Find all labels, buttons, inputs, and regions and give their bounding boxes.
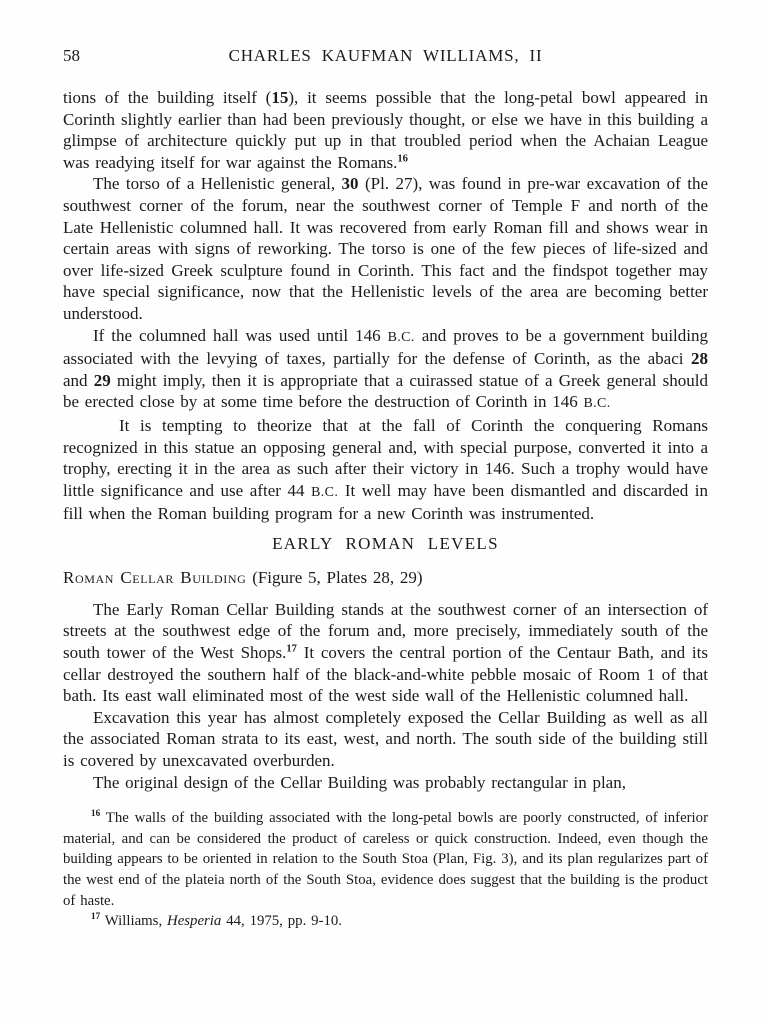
footnotes (63, 808, 708, 932)
body-text (63, 87, 708, 793)
footnote-16: $^{16}$ The walls of the building associated with the long-petal bowls are poorly constructed, of inferior material, and can be considered the product of careless or quick construction. Indeed, even though the building appears to be oriented in relation to the South Stoa (Plan, Fig. 3), and its plan regularizes part of the west end of the plateia north of the South Stoa, evidence does suggest that the building is the product of haste. (63, 808, 708, 909)
page-header (63, 46, 708, 68)
running-title: CHARLES KAUFMAN WILLIAMS, II (228, 46, 543, 65)
paragraph-cellar-building: The Early Roman Cellar Building stands at the southwest corner of an intersection of streets at the southwest edge of the forum and, more precisely, immediately south of the south tower of the West Shops.$^{17}$ It covers the central portion of the Centaur Bath, and its cellar destroyed the southern half of the black-and-white pebble mosaic of Room 1 of that bath. Its east wall eliminated most of the west side wall of the Hellenistic columned hall. (63, 599, 708, 706)
paragraph-excavation: Excavation this year has almost completely exposed the Cellar Building as well as all the associated Roman strata to its east, west, and north. The south side of the building still is covered by unexcavated overburden. (63, 707, 708, 771)
page-number: 58 (63, 46, 80, 65)
footnote-17: $^{17}$ Williams, Hesperia 44, 1975, pp. 9-10. (91, 911, 343, 930)
paragraph-original-design: The original design of the Cellar Building was probably rectangular in plan, (93, 772, 626, 792)
paragraph-torso: The torso of a Hellenistic general, 30 (Pl. 27), was found in pre-war excavation of the southwest corner of the forum, near the southwest corner of Temple F and north of the Late Hellenistic columned hall. It was recovered from early Roman fill and shows wear in certain areas with signs of reworking. The torso is one of the few pieces of life-sized and over life-sized Greek sculpture found in Corinth. This fact and the findspot together may have special significance, now that the Hellenistic levels of the area are becoming better understood. (63, 174, 708, 323)
subsection-heading: Roman Cellar Building (Figure 5, Plates 28, 29) (63, 567, 423, 587)
paragraph-trophy: It is tempting to theorize that at the fall of Corinth the conquering Romans recognized in this statue an opposing general and, with special purpose, converted it into a trophy, erecting it in the area as such after their victory in 146. Such a trophy would have little significance and use after 44 B.C. It well may have been dismantled and discarded in fill when the Roman building program for a new Corinth was instrumented. (63, 415, 709, 524)
paragraph-columned-hall: If the columned hall was used until 146 B.C. and proves to be a government building associated with the levying of taxes, partially for the defense of Corinth, as the abaci 28 and 29 might imply, then it is appropriate that a cuirassed statue of a Greek general should be erected close by at some time before the destruction of Corinth in 146 B.C. (63, 325, 708, 412)
paragraph-continuation: tions of the building itself (15), it seems possible that the long-petal bowl appeared in Corinth slightly earlier than had been previously thought, or else we have in this building a glimpse of architecture quickly put up in that troubled period when the Achaian League was readying itself for war against the Romans.$^{16}$ (63, 88, 708, 172)
section-heading: EARLY ROMAN LEVELS (272, 533, 499, 553)
